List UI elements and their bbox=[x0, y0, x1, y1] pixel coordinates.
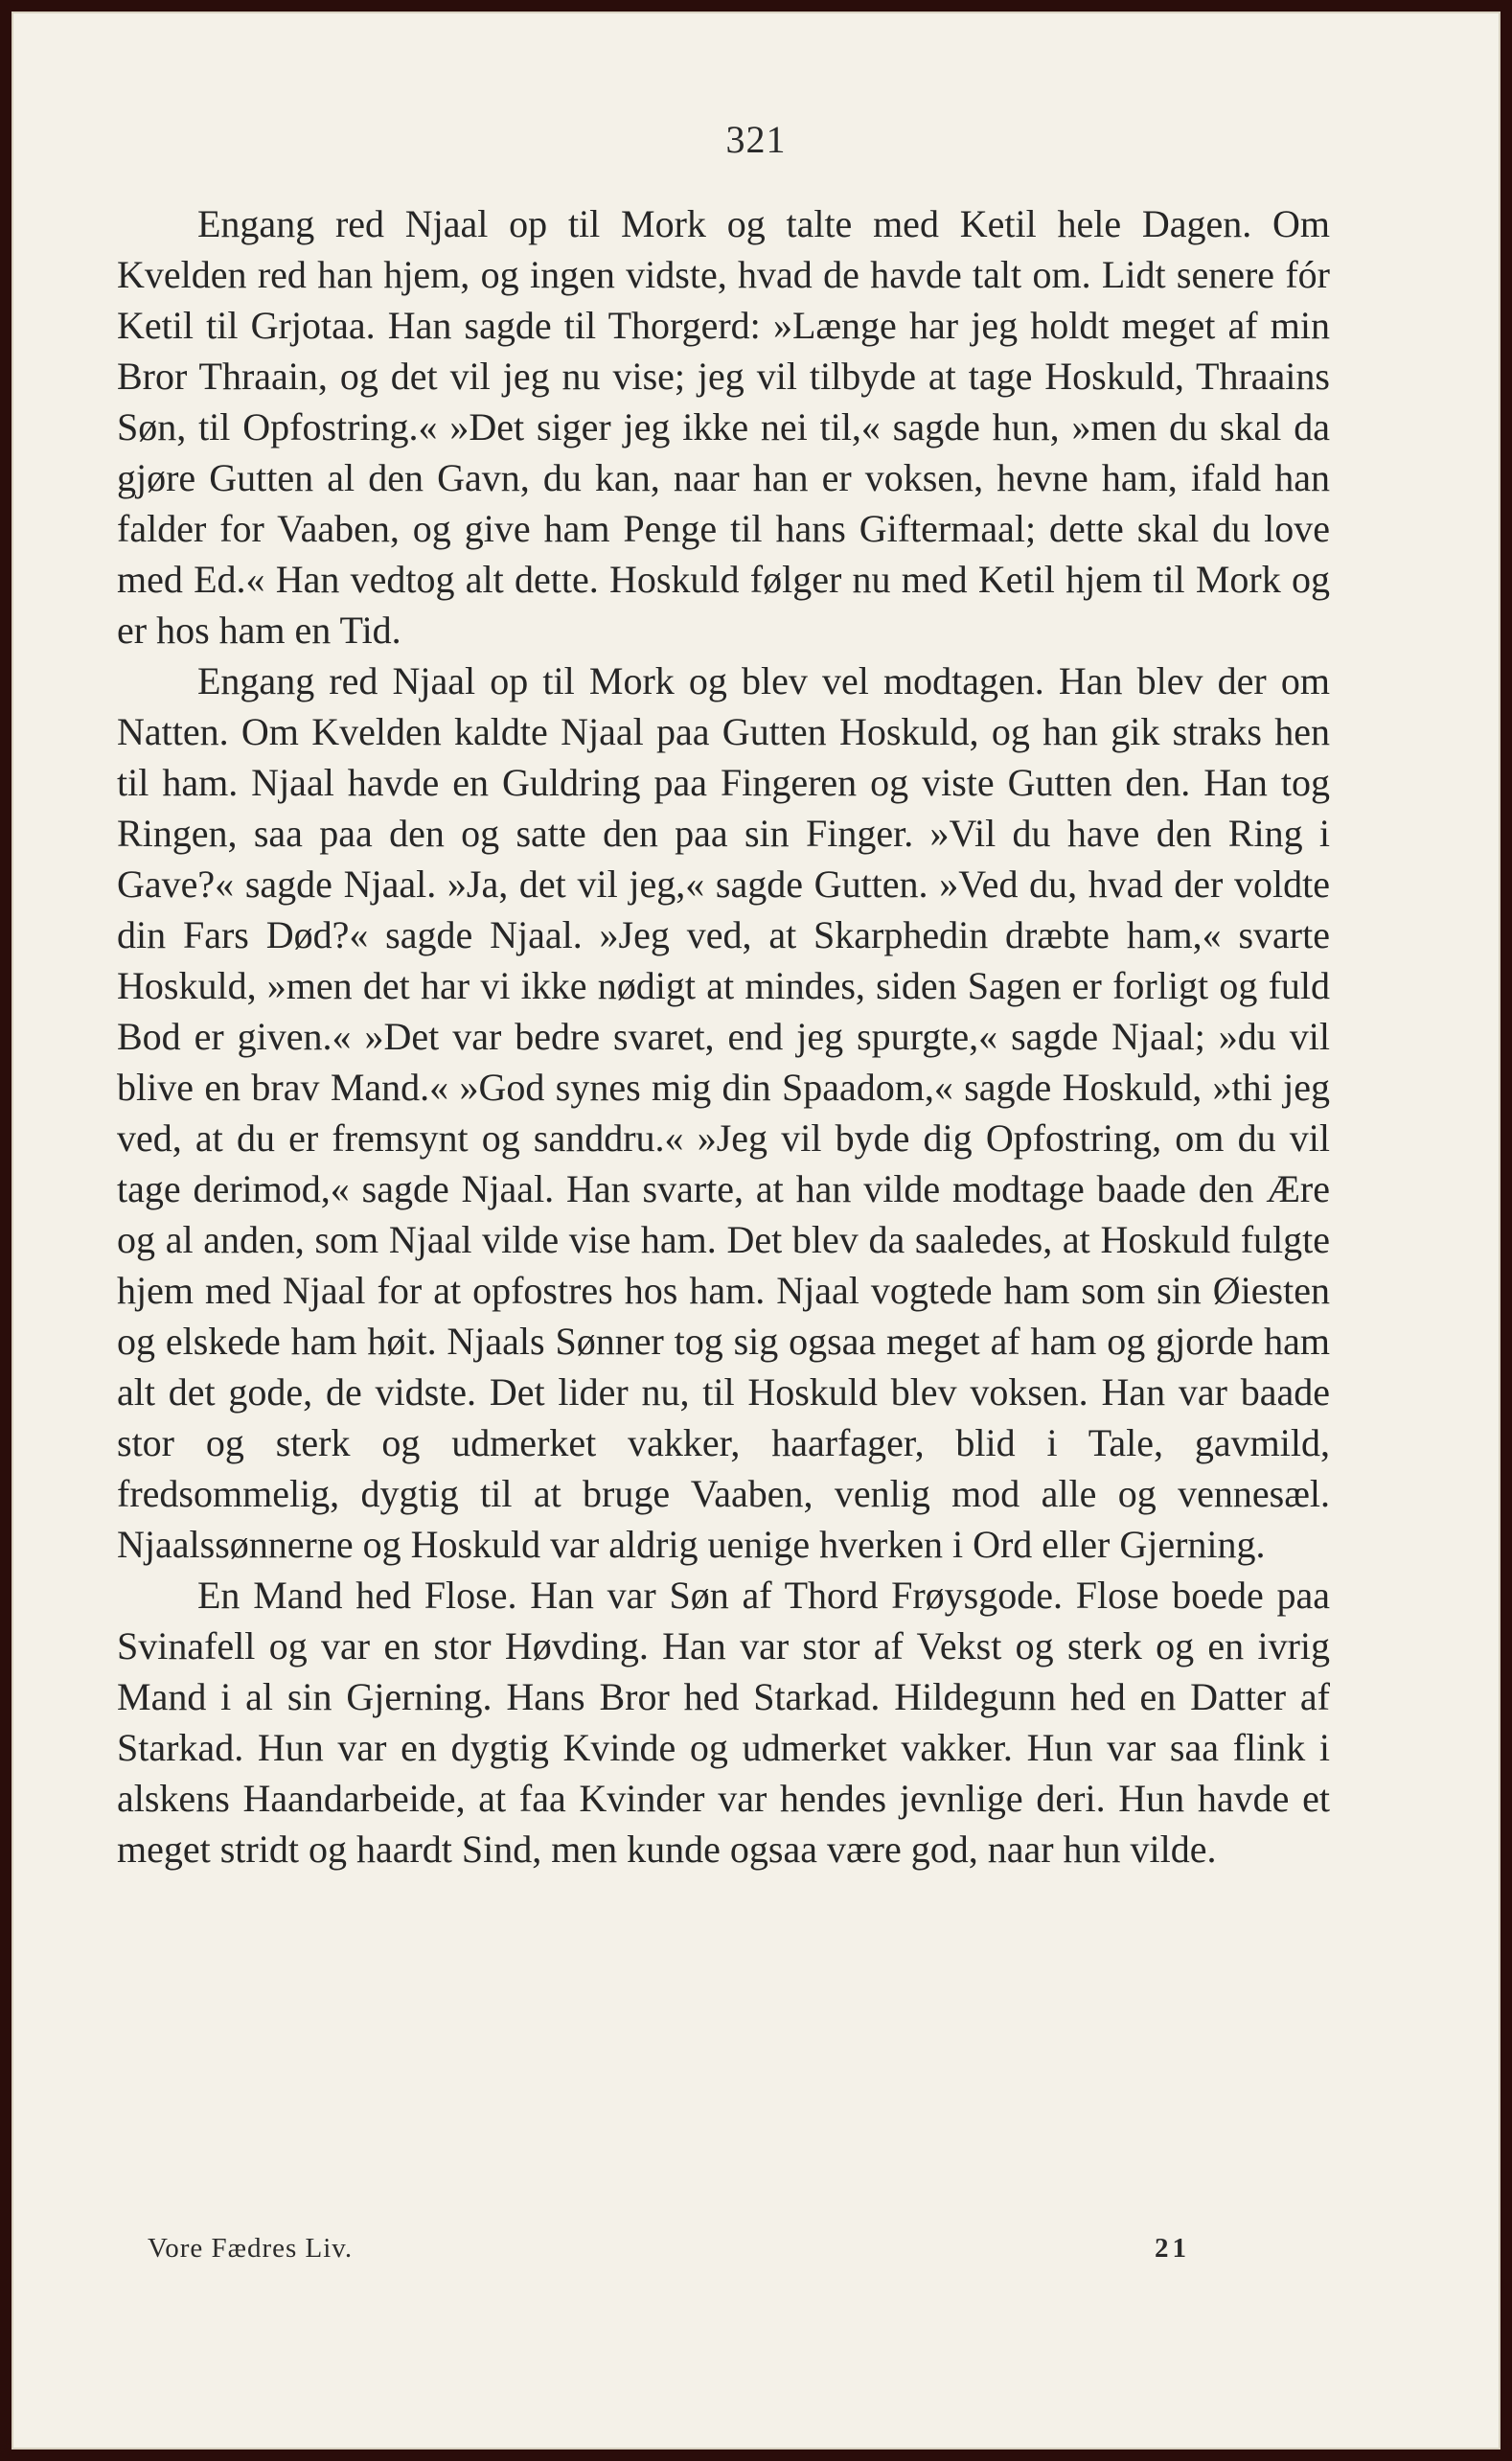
paragraph-2: Engang red Njaal op til Mork og blev vel modtagen. Han blev der om Natten. Om Kvelden kaldte Njaal paa Gutten Hoskuld, og han gik straks hen til ham. Njaal havde en Guldring paa Fingeren og viste Gutten den. Han tog Ringen, saa paa den og satte den paa sin Finger. »Vil du have den Ring i Gave?« sagde Njaal. »Ja, det vil jeg,« sagde Gutten. »Ved du, hvad der voldte din Fars Død?« sagde Njaal. »Jeg ved, at Skarphedin dræbte ham,« svarte Hoskuld, »men det har vi ikke nødigt at mindes, siden Sagen er forligt og fuld Bod er given.« »Det var bedre svaret, end jeg spurgte,« sagde Njaal; »du vil blive en brav Mand.« »God synes mig din Spaadom,« sagde Hoskuld, »thi jeg ved, at du er fremsynt og sanddru.« »Jeg vil byde dig Opfostring, om du vil tage derimod,« sagde Njaal. Han svarte, at han vilde modtage baade den Ære og al anden, som Njaal vilde vise ham. Det blev da saaledes, at Hoskuld fulgte hjem med Njaal for at opfostres hos ham. Njaal vogtede ham som sin Øiesten og elskede ham høit. Njaals Sønner tog sig ogsaa meget af ham og gjorde ham alt det gode, de vidste. Det lider nu, til Hoskuld blev voksen. Han var baade stor og sterk og udmerket vakker, haarfager, blid i Tale, gavmild, fredsommelig, dygtig til at bruge Vaaben, venlig mod alle og vennesæl. Njaalssønnerne og Hoskuld var aldrig uenige hverken i Ord eller Gjerning. bbox=[117, 659, 1330, 1566]
paragraph-1: Engang red Njaal op til Mork og talte med Ketil hele Dagen. Om Kvelden red han hjem, og ingen vidste, hvad de havde talt om. Lidt senere fór Ketil til Grjotaa. Han sagde til Thorgerd: »Længe har jeg holdt meget af min Bror Thraain, og det vil jeg nu vise; jeg vil tilbyde at tage Hoskuld, Thraains Søn, til Opfostring.« »Det siger jeg ikke nei til,« sagde hun, »men du skal da gjøre Gutten al den Gavn, du kan, naar han er voksen, hevne ham, ifald han falder for Vaaben, og give ham Penge til hans Giftermaal; dette skal du love med Ed.« Han vedtog alt dette. Hoskuld følger nu med Ketil hjem til Mork og er hos ham en Tid. bbox=[117, 202, 1330, 652]
body-text bbox=[117, 198, 1330, 1874]
footer-signature-mark: 21 bbox=[1155, 2233, 1190, 2264]
footer-book-title: Vore Fædres Liv. bbox=[148, 2233, 354, 2264]
paragraph-3: En Mand hed Flose. Han var Søn af Thord Frøysgode. Flose boede paa Svinafell og var en stor Høvding. Han var stor af Vekst og sterk og en ivrig Mand i al sin Gjerning. Hans Bror hed Starkad. Hildegunn hed en Datter af Starkad. Hun var en dygtig Kvinde og udmerket vakker. Hun var saa flink i alskens Haandarbeide, at faa Kvinder var hendes jevnlige deri. Hun havde et meget stridt og haardt Sind, men kunde ogsaa være god, naar hun vilde. bbox=[117, 1574, 1330, 1871]
book-page bbox=[11, 12, 1501, 2450]
page-number: 321 bbox=[725, 118, 787, 161]
